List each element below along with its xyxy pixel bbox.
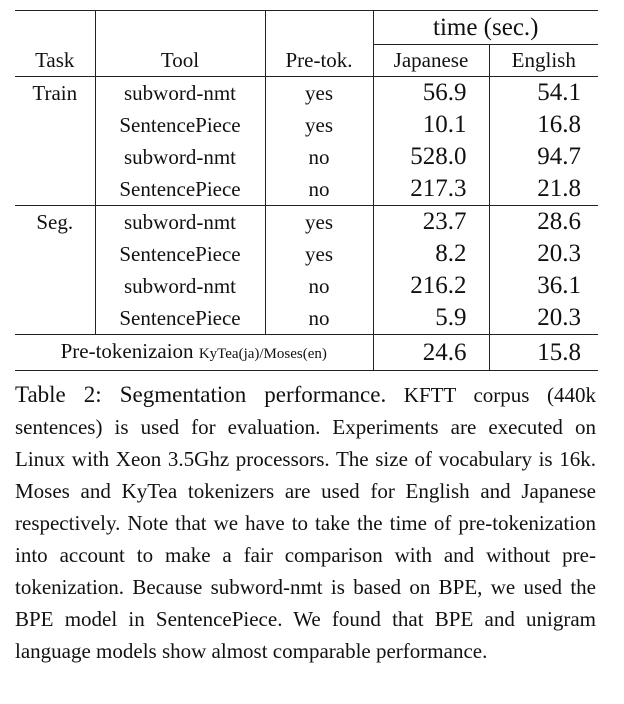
english-time-cell: 20.3 <box>537 304 582 331</box>
english-time-cell: 15.8 <box>489 335 598 371</box>
english-time-cell: 94.7 <box>537 143 582 170</box>
japanese-time-cell: 24.6 <box>373 335 489 371</box>
table-row <box>15 270 598 302</box>
tool-cell: subword-nmt <box>95 270 265 302</box>
english-time-cell: 28.6 <box>489 206 598 239</box>
pretok-cell: yes <box>265 238 373 270</box>
time-group-header: time (sec.) <box>373 11 598 45</box>
japanese-time-cell: 528.0 <box>373 141 489 173</box>
caption-lead: Table 2: Segmentation performance. <box>15 382 387 407</box>
tool-cell: subword-nmt <box>95 77 265 110</box>
japanese-time-cell: 5.9 <box>373 302 489 335</box>
japanese-header: Japanese <box>373 45 489 77</box>
tool-cell: subword-nmt <box>95 141 265 173</box>
pretok-cell: no <box>265 270 373 302</box>
japanese-time-cell: 56.9 <box>373 77 489 110</box>
pretokenization-row <box>15 335 598 371</box>
pretok-cell: no <box>265 302 373 335</box>
task-cell-seg: Seg. <box>15 206 95 335</box>
table-caption <box>15 379 596 667</box>
japanese-time-cell: 23.7 <box>373 206 489 239</box>
tool-cell: SentencePiece <box>95 173 265 206</box>
table-row <box>15 238 598 270</box>
table-row <box>15 206 598 239</box>
table-row <box>15 302 598 335</box>
empty-header-cell <box>265 11 373 45</box>
english-time-cell: 16.8 <box>537 111 582 138</box>
header-row-1 <box>15 11 598 45</box>
english-time-cell: 54.1 <box>489 77 598 110</box>
task-header: Task <box>15 45 95 77</box>
tool-header: Tool <box>95 45 265 77</box>
japanese-time-cell: 216.2 <box>373 270 489 302</box>
pretok-cell: no <box>265 141 373 173</box>
header-row-2 <box>15 45 598 77</box>
table-row <box>15 109 598 141</box>
tool-cell: subword-nmt <box>95 206 265 239</box>
task-cell-train: Train <box>15 77 95 206</box>
table-row <box>15 173 598 206</box>
english-header: English <box>511 48 576 72</box>
caption-body: KFTT corpus (440k sentences) is used for evaluation. Experiments are executed on Linux with Xeon 3.5Ghz processors. The size of vocabulary is 16k. Moses and KyTea tokenizers are used for English and Japanese respectively. Note that we have to take the time of pre-tokenization into account to make a fair comparison with and without pre-tokenization. Because subword-nmt is based on BPE, we used the BPE model in SentencePiece. We found that BPE and unigram language models show almost comparable performance. <box>15 383 597 663</box>
pretokenization-label-cell <box>15 335 373 371</box>
pretokenization-label: Pre-tokenizaion <box>60 339 194 363</box>
english-time-cell: 21.8 <box>537 175 582 202</box>
pretok-cell: yes <box>265 77 373 110</box>
pretok-cell: yes <box>265 109 373 141</box>
results-table <box>15 10 598 371</box>
table-row <box>15 77 598 110</box>
pretok-header: Pre-tok. <box>265 45 373 77</box>
tool-cell: SentencePiece <box>95 302 265 335</box>
table-row <box>15 141 598 173</box>
tool-cell: SentencePiece <box>95 109 265 141</box>
empty-header-cell <box>95 11 265 45</box>
pretok-cell: no <box>265 173 373 206</box>
pretokenization-detail: KyTea(ja)/Moses(en) <box>198 346 327 362</box>
japanese-time-cell: 217.3 <box>373 173 489 206</box>
pretok-cell: yes <box>265 206 373 239</box>
japanese-time-cell: 8.2 <box>373 238 489 270</box>
tool-cell: SentencePiece <box>95 238 265 270</box>
english-time-cell: 36.1 <box>537 272 582 299</box>
english-time-cell: 20.3 <box>537 240 582 267</box>
japanese-time-cell: 10.1 <box>373 109 489 141</box>
empty-header-cell <box>15 11 95 45</box>
